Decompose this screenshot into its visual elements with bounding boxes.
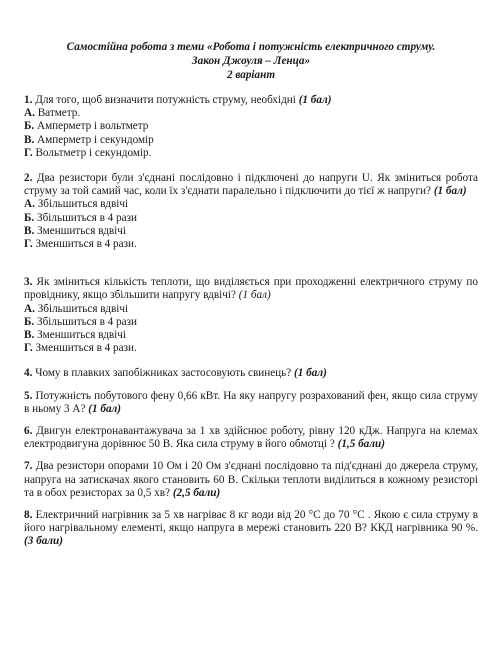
option-letter: В. [24,329,35,342]
option-letter: В. [24,224,35,237]
option-text: Амперметр і секундомір [37,133,154,146]
question-text: Електричний нагрівник за 5 хв нагріває 8 кг води від 20 °С до 70 °С . Якою є сила струму в його нагрівальному елементі, якщо напруга в мережі становить 220 В? ККД нагрівника 90 %. [24,509,478,535]
question-text: Двигун електронавантажувача за 1 хв здійснює роботу, рівну 120 кДж. Напруга на клемах електродвигуна дорівнює 50 В. Яка сила струму в його обмотці ? [24,425,478,451]
option-letter: Б. [24,120,35,133]
option-letter: Г. [24,238,33,251]
answer-option [24,134,478,147]
question-points: (1 бал) [433,185,467,198]
question-1 [24,94,478,160]
option-letter: Г. [24,342,33,355]
question-text: Як зміниться кількість теплоти, що виділяється при проходженні електричного струму по провіднику, якщо збільшити напругу вдвічі? [24,276,478,302]
question-6 [24,425,478,451]
answer-option [24,238,478,251]
question-number: 4. [24,367,33,380]
option-text: Зменшиться в 4 рази. [35,342,137,355]
question-8 [24,509,478,549]
answer-option [24,342,478,355]
option-text: Збільшиться вдвічі [37,198,129,211]
question-points: (2,5 бали) [172,486,221,499]
question-number: 5. [24,389,33,402]
answer-option [24,107,478,120]
question-points: (1 бал) [238,289,271,302]
question-2 [24,172,478,251]
question-points: (3 бали) [24,535,63,548]
question-number: 7. [24,460,33,473]
worksheet-subtitle: Закон Джоуля – Ленца» [191,55,311,67]
answer-option [24,316,478,329]
answer-option [24,212,478,225]
variant-label: 2 варіант [226,69,276,81]
question-5 [24,390,478,416]
option-letter: Г. [24,146,33,159]
option-text: Зменшиться вдвічі [37,329,127,342]
option-letter: В. [24,133,35,146]
worksheet-title: Самостійна робота з теми «Робота і потужність електричного струму. [66,41,436,53]
option-letter: А. [24,107,35,120]
answer-option [24,198,478,211]
question-points: (1 бал) [88,402,122,415]
option-text: Збільшиться в 4 рази [37,211,138,224]
question-number: 8. [24,509,33,522]
answer-option [24,225,478,238]
question-number: 1. [24,94,33,106]
answer-option [24,329,478,342]
worksheet-header [24,40,478,82]
option-letter: Б. [24,211,35,224]
option-text: Ватметр. [37,107,81,120]
option-text: Амперметр і вольтметр [37,120,149,133]
question-3 [24,276,478,355]
option-letter: А. [24,198,35,211]
question-text: Чому в плавких запобіжниках застосовують свинець? [35,367,292,380]
answer-option [24,303,478,316]
option-text: Збільшиться в 4 рази [37,315,138,328]
option-text: Зменшиться в 4 рази. [35,238,137,251]
question-number: 6. [24,425,33,438]
question-text: Два резистори опорами 10 Ом і 20 Ом з'єднані послідовно та під'єднані до джерела струму, напруга на затискачах якого становить 60 В. Скільки теплоти виділиться в кожному резисторі та в обох резисторах за 0,5 хв? [24,460,478,499]
question-text: Два резистори були з'єднані послідовно і підключені до напруги U. Як зміниться робота струму за той самий час, коли їх з'єднати паралельно і підключити до тієї ж напруги? [24,172,478,198]
question-number: 3. [24,276,33,289]
question-points: (1 бал) [298,94,332,106]
option-letter: А. [24,302,35,315]
answer-option [24,120,478,133]
answer-option [24,147,478,160]
question-number: 2. [24,172,33,185]
option-text: Зменшиться вдвічі [37,224,127,237]
question-text: Потужність побутового фену 0,66 кВт. На яку напругу розрахований фен, якщо сила струму в ньому 3 А? [24,389,478,415]
question-4 [24,367,478,380]
question-points: (1 бал) [294,367,327,380]
question-text: Для того, щоб визначити потужність струму, необхідні [35,94,296,106]
question-7 [24,460,478,500]
question-points: (1,5 бали) [337,438,385,451]
option-text: Збільшиться вдвічі [37,302,129,315]
option-text: Вольтметр і секундомір. [35,146,152,159]
option-letter: Б. [24,315,35,328]
